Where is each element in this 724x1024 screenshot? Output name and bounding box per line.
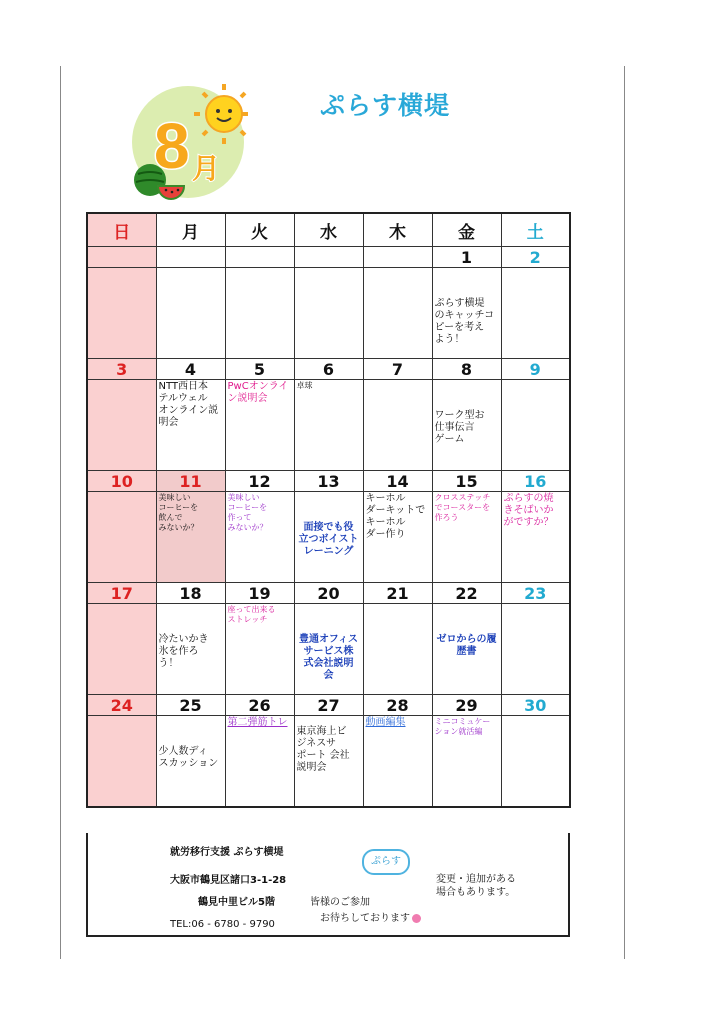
footer-notice: 変更・追加がある 場合もあります。 xyxy=(436,874,516,898)
event-note: 冷たいかき 氷を作ろ う！ xyxy=(158,634,209,669)
date-cell: 20 xyxy=(294,583,363,604)
event-cell xyxy=(156,716,225,808)
date-cell: 9 xyxy=(501,359,570,380)
event-cell xyxy=(294,716,363,808)
date-cell: 19 xyxy=(225,583,294,604)
flower-icon xyxy=(412,914,421,923)
date-cell: 27 xyxy=(294,695,363,716)
event-note: クロスステッチ でコースターを 作ろう xyxy=(434,493,491,522)
date-cell: 28 xyxy=(363,695,432,716)
event-cell xyxy=(363,716,432,808)
weekday-wed: 水 xyxy=(294,213,363,247)
page-title: ぷらす横堤 xyxy=(319,91,450,120)
event-note: 卓球 xyxy=(296,381,313,390)
event-cell xyxy=(294,380,363,471)
event-note: 少人数ディ スカッション xyxy=(158,746,219,769)
date-cell: 1 xyxy=(432,247,501,268)
event-cell xyxy=(432,380,501,471)
month-unit: 月 xyxy=(192,152,221,185)
event-cell xyxy=(156,604,225,695)
event-cell xyxy=(501,604,570,695)
date-cell: 29 xyxy=(432,695,501,716)
footer-welcome-text: お待ちしております xyxy=(320,913,410,924)
footer-welcome-line1: 皆様のご参加 xyxy=(310,897,370,908)
week-3-dates xyxy=(87,471,570,492)
event-cell xyxy=(225,492,294,583)
date-cell: 8 xyxy=(432,359,501,380)
event-note: 美味しい コーヒーを 作って みないか？ xyxy=(227,493,268,532)
calendar-table xyxy=(86,212,571,808)
event-note: ゼロからの履 歴書 xyxy=(436,634,497,657)
event-cell xyxy=(156,268,225,359)
date-cell: 17 xyxy=(87,583,156,604)
week-5-events xyxy=(87,716,570,808)
date-cell xyxy=(225,247,294,268)
event-note: 動画編集 xyxy=(365,717,406,728)
event-cell xyxy=(363,492,432,583)
page-margin-rule-right xyxy=(624,66,625,959)
week-1-dates xyxy=(87,247,570,268)
date-cell: 2 xyxy=(501,247,570,268)
date-cell: 16 xyxy=(501,471,570,492)
date-cell: 24 xyxy=(87,695,156,716)
date-cell: 21 xyxy=(363,583,432,604)
week-3-events xyxy=(87,492,570,583)
date-cell xyxy=(156,247,225,268)
event-cell xyxy=(87,380,156,471)
event-cell xyxy=(87,716,156,808)
date-cell: 10 xyxy=(87,471,156,492)
date-cell: 11 xyxy=(156,471,225,492)
event-cell xyxy=(501,716,570,808)
event-note: 豊通オフィス サービス株 式会社説明 会 xyxy=(299,634,358,681)
date-cell: 12 xyxy=(225,471,294,492)
date-cell: 30 xyxy=(501,695,570,716)
event-cell xyxy=(87,492,156,583)
event-cell xyxy=(294,268,363,359)
footer-org-name: 就労移行支援 ぷらす横堤 xyxy=(170,847,284,858)
date-cell: 14 xyxy=(363,471,432,492)
date-cell: 23 xyxy=(501,583,570,604)
date-cell xyxy=(363,247,432,268)
date-cell: 25 xyxy=(156,695,225,716)
date-cell: 4 xyxy=(156,359,225,380)
event-note: 東京海上ビ ジネスサ ポート 会社 説明会 xyxy=(296,726,350,773)
event-cell xyxy=(225,604,294,695)
date-cell: 18 xyxy=(156,583,225,604)
event-cell xyxy=(432,604,501,695)
event-cell xyxy=(501,492,570,583)
event-cell xyxy=(432,492,501,583)
event-cell xyxy=(156,492,225,583)
date-cell: 13 xyxy=(294,471,363,492)
event-note: キーホル ダーキットで キーホル ダー作り xyxy=(365,493,426,540)
weekday-tue: 火 xyxy=(225,213,294,247)
week-2-dates xyxy=(87,359,570,380)
date-cell: 5 xyxy=(225,359,294,380)
footer-tel: TEL:06 - 6780 - 9790 xyxy=(170,919,275,930)
event-note: ぷらすの焼 きそばいか がですか？ xyxy=(503,493,554,528)
footer-address-line2: 鶴見中里ビル5階 xyxy=(198,897,275,908)
event-cell xyxy=(225,380,294,471)
date-cell: 15 xyxy=(432,471,501,492)
event-note: 美味しい コーヒーを 飲んで みないか？ xyxy=(158,493,199,532)
event-note: ミニコミュケー ション就活編 xyxy=(434,717,491,736)
event-note: 座って出来る ストレッチ xyxy=(227,605,276,624)
week-2-events xyxy=(87,380,570,471)
weekday-sat: 土 xyxy=(501,213,570,247)
date-cell: 6 xyxy=(294,359,363,380)
event-cell xyxy=(294,604,363,695)
weekday-mon: 月 xyxy=(156,213,225,247)
footer-welcome-line2 xyxy=(320,909,421,924)
event-cell xyxy=(501,268,570,359)
week-1-events xyxy=(87,268,570,359)
event-cell xyxy=(225,716,294,808)
month-number: 8 xyxy=(154,110,190,182)
event-cell xyxy=(432,716,501,808)
event-note: 第二弾筋トレ xyxy=(227,717,288,728)
date-cell: 3 xyxy=(87,359,156,380)
event-cell xyxy=(294,492,363,583)
event-cell xyxy=(87,604,156,695)
event-note: ワーク型お 仕事伝言 ゲーム xyxy=(434,410,485,445)
event-cell xyxy=(363,604,432,695)
footer-address-line1: 大阪市鶴見区諸口3-1-28 xyxy=(170,875,287,886)
weekday-header-row xyxy=(87,213,570,247)
date-cell: 7 xyxy=(363,359,432,380)
date-cell: 22 xyxy=(432,583,501,604)
week-4-events xyxy=(87,604,570,695)
date-cell: 26 xyxy=(225,695,294,716)
date-cell xyxy=(87,247,156,268)
event-note: NTT西日本 テルウェル オンライン説 明会 xyxy=(158,381,219,428)
weekday-thu: 木 xyxy=(363,213,432,247)
weekday-fri: 金 xyxy=(432,213,501,247)
event-cell xyxy=(363,268,432,359)
event-note: PwCオンライ ン説明会 xyxy=(227,381,289,404)
footer-info-box xyxy=(86,833,570,937)
date-cell xyxy=(294,247,363,268)
week-4-dates xyxy=(87,583,570,604)
event-cell xyxy=(501,380,570,471)
month-badge xyxy=(128,82,248,202)
event-cell xyxy=(156,380,225,471)
event-cell xyxy=(225,268,294,359)
weekday-sun: 日 xyxy=(87,213,156,247)
event-note: 面接でも役 立つボイスト レーニング xyxy=(298,522,359,557)
event-cell xyxy=(432,268,501,359)
event-cell xyxy=(87,268,156,359)
event-cell xyxy=(363,380,432,471)
week-5-dates xyxy=(87,695,570,716)
event-note: ぷらす横堤 のキャッチコ ピーを考え よう！ xyxy=(434,298,495,345)
footer-logo: ぷらす xyxy=(362,849,410,875)
page-margin-rule-left xyxy=(60,66,61,959)
